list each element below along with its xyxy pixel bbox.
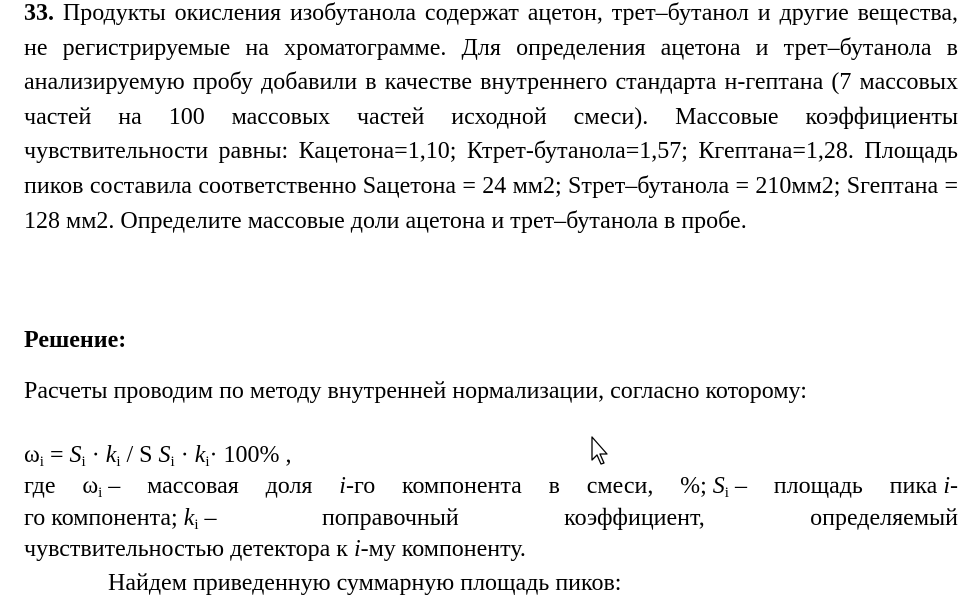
definitions-line-1: где $\omega_i$ – массовая доля i-го компонента в смеси, %; $S_i$ – площадь пика i- (24, 473, 958, 501)
solution-heading: Решение: (24, 327, 127, 353)
method-text: Расчеты проводим по методу внутренней нормализации, согласно которому: (24, 378, 807, 404)
mouse-cursor-icon (591, 436, 611, 466)
formula-definitions (24, 471, 958, 566)
definitions-line-2: го компонента; $k_i$ – поправочный коэффициент, определяемый (24, 504, 958, 533)
problem-number: 33. (24, 0, 54, 26)
next-step-text: Найдем приведенную суммарную площадь пиков: (108, 570, 622, 596)
definitions-line-3: чувствительностью детектора к i -му компоненту. (24, 536, 526, 562)
formula-line: $\omega_i = S_i \cdot k_i / S$ $S_i \cdot k_i\cdot 100\%$ , (24, 442, 292, 470)
omega-symbol: ω (24, 442, 40, 468)
problem-text: Продукты окисления изобутанола содержат ацетон, трет–бутанол и другие вещества, не регистрируемые на хроматограмме. Для определения ацетона и трет–бутанола в анализируемую пробу добавили в качестве внутреннего стандарта н-гептана (7 массовых частей на 100 массовых частей исходной смеси). Массовые коэффициенты чувствительности равны: Кацетона=1,10; Ктрет-бутанола=1,57; Кгептана=1,28. Площадь пиков составила соответственно Sацетона = 24 мм2; Sтрет–бутанола = 210мм2; Sгептана = 128 мм2. Определите массовые доли ацетона и трет–бутанола в пробе. (24, 0, 959, 234)
problem-statement (24, 0, 958, 238)
